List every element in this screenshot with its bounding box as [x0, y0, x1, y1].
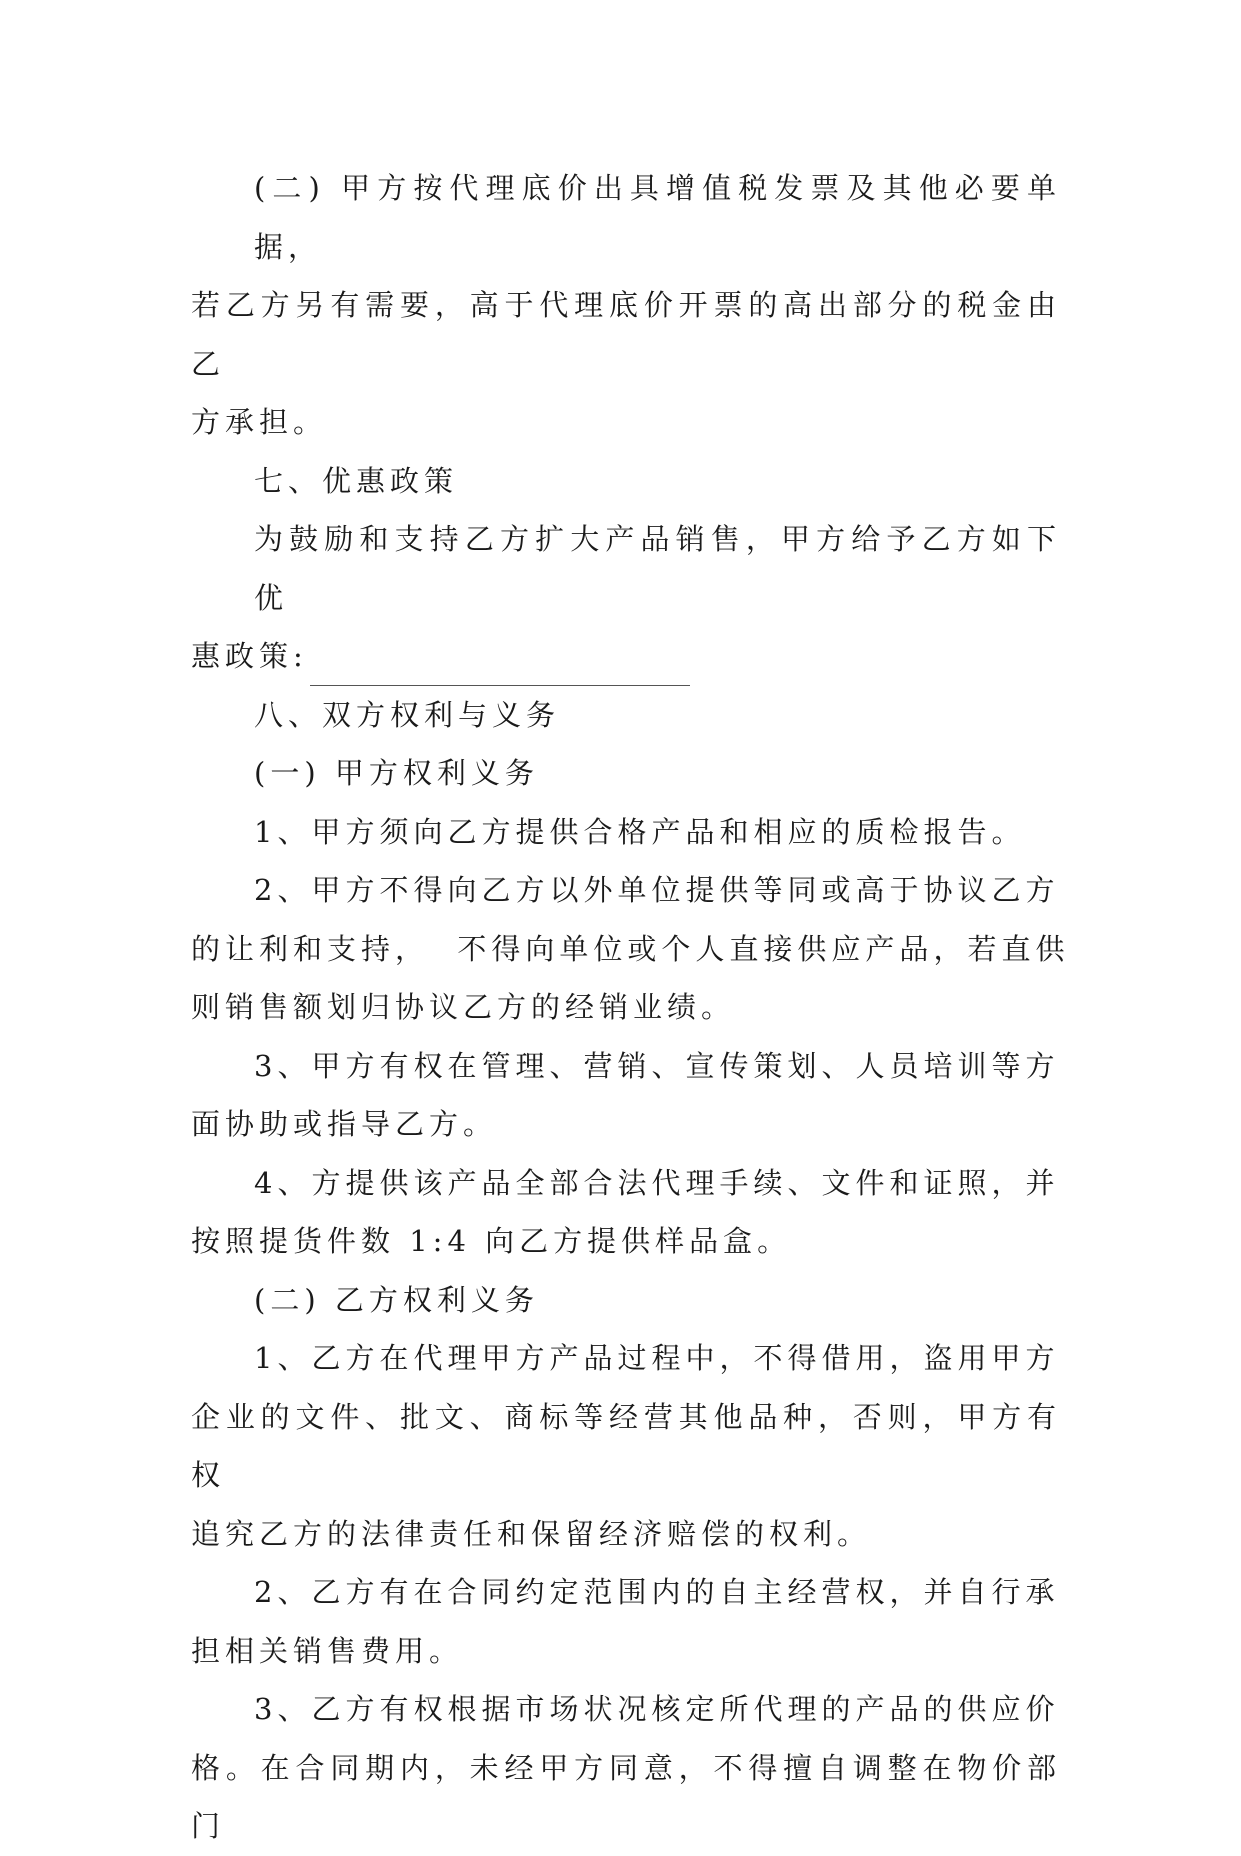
- subsection-heading-party-b: [191, 1271, 1061, 1330]
- clause-a-2: [191, 861, 1070, 1037]
- section-heading-preferential-policy: [191, 452, 1061, 511]
- text-line: 按照提货件数 1:4 向乙方提供样品盒。: [191, 1224, 792, 1258]
- text-line: 4、方提供该产品全部合法代理手续、文件和证照，并: [254, 1165, 1060, 1200]
- text-line: 格。在合同期内，未经甲方同意，不得擅自调整在物价部门: [191, 1750, 1061, 1843]
- paragraph-preferential-policy: [191, 510, 1061, 686]
- text-line: 七、优惠政策: [254, 463, 459, 498]
- subsection-heading-party-a: [191, 744, 1061, 803]
- text-line: 担相关销售费用。: [191, 1633, 464, 1668]
- text-line: (二) 甲方按代理底价出具增值税发票及其他必要单据，: [254, 171, 1061, 264]
- text-line: 则销售额划归协议乙方的经销业绩。: [191, 990, 736, 1024]
- clause-a-4: [191, 1154, 1061, 1271]
- text-line: 1、乙方在代理甲方产品过程中，不得借用，盗用甲方: [254, 1341, 1060, 1375]
- document-body: [191, 159, 1070, 1856]
- clause-b-2: [191, 1563, 1061, 1680]
- clause-a-1: [191, 803, 1061, 862]
- fill-in-blank-line: [310, 649, 690, 686]
- policy-label: 惠政策:: [191, 639, 308, 673]
- text-line: 2、乙方有在合同约定范围内的自主经营权，并自行承: [254, 1575, 1060, 1609]
- text-line: 方承担。: [191, 405, 328, 439]
- text-line: 3、甲方有权在管理、营销、宣传策划、人员培训等方: [254, 1048, 1060, 1083]
- text-line: 八、双方权利与义务: [254, 697, 561, 732]
- text-line: (一) 甲方权利义务: [254, 756, 539, 790]
- clause-a-3: [191, 1037, 1061, 1154]
- text-line: [191, 627, 1061, 686]
- text-line: (二) 乙方权利义务: [254, 1282, 539, 1317]
- clause-b-1: [191, 1329, 1061, 1563]
- text-line: 3、乙方有权根据市场状况核定所代理的产品的供应价: [254, 1692, 1060, 1726]
- section-heading-rights-obligations: [191, 686, 1061, 745]
- paragraph-invoice: [191, 159, 1061, 452]
- text-line: 为鼓励和支持乙方扩大产品销售，甲方给予乙方如下优: [254, 522, 1061, 615]
- text-line: 追究乙方的法律责任和保留经济赔偿的权利。: [191, 1516, 872, 1551]
- text-line: 企业的文件、批文、商标等经营其他品种，否则，甲方有权: [191, 1399, 1061, 1492]
- text-line: 若乙方另有需要，高于代理底价开票的高出部分的税金由乙: [191, 288, 1061, 381]
- text-line: 面协助或指导乙方。: [191, 1107, 498, 1141]
- clause-b-3: [191, 1680, 1061, 1856]
- text-line: 2、甲方不得向乙方以外单位提供等同或高于协议乙方: [254, 873, 1060, 907]
- text-line: 1、甲方须向乙方提供合格产品和相应的质检报告。: [254, 814, 1026, 849]
- text-line: 的让利和支持， 不得向单位或个人直接供应产品，若直供: [191, 931, 1070, 966]
